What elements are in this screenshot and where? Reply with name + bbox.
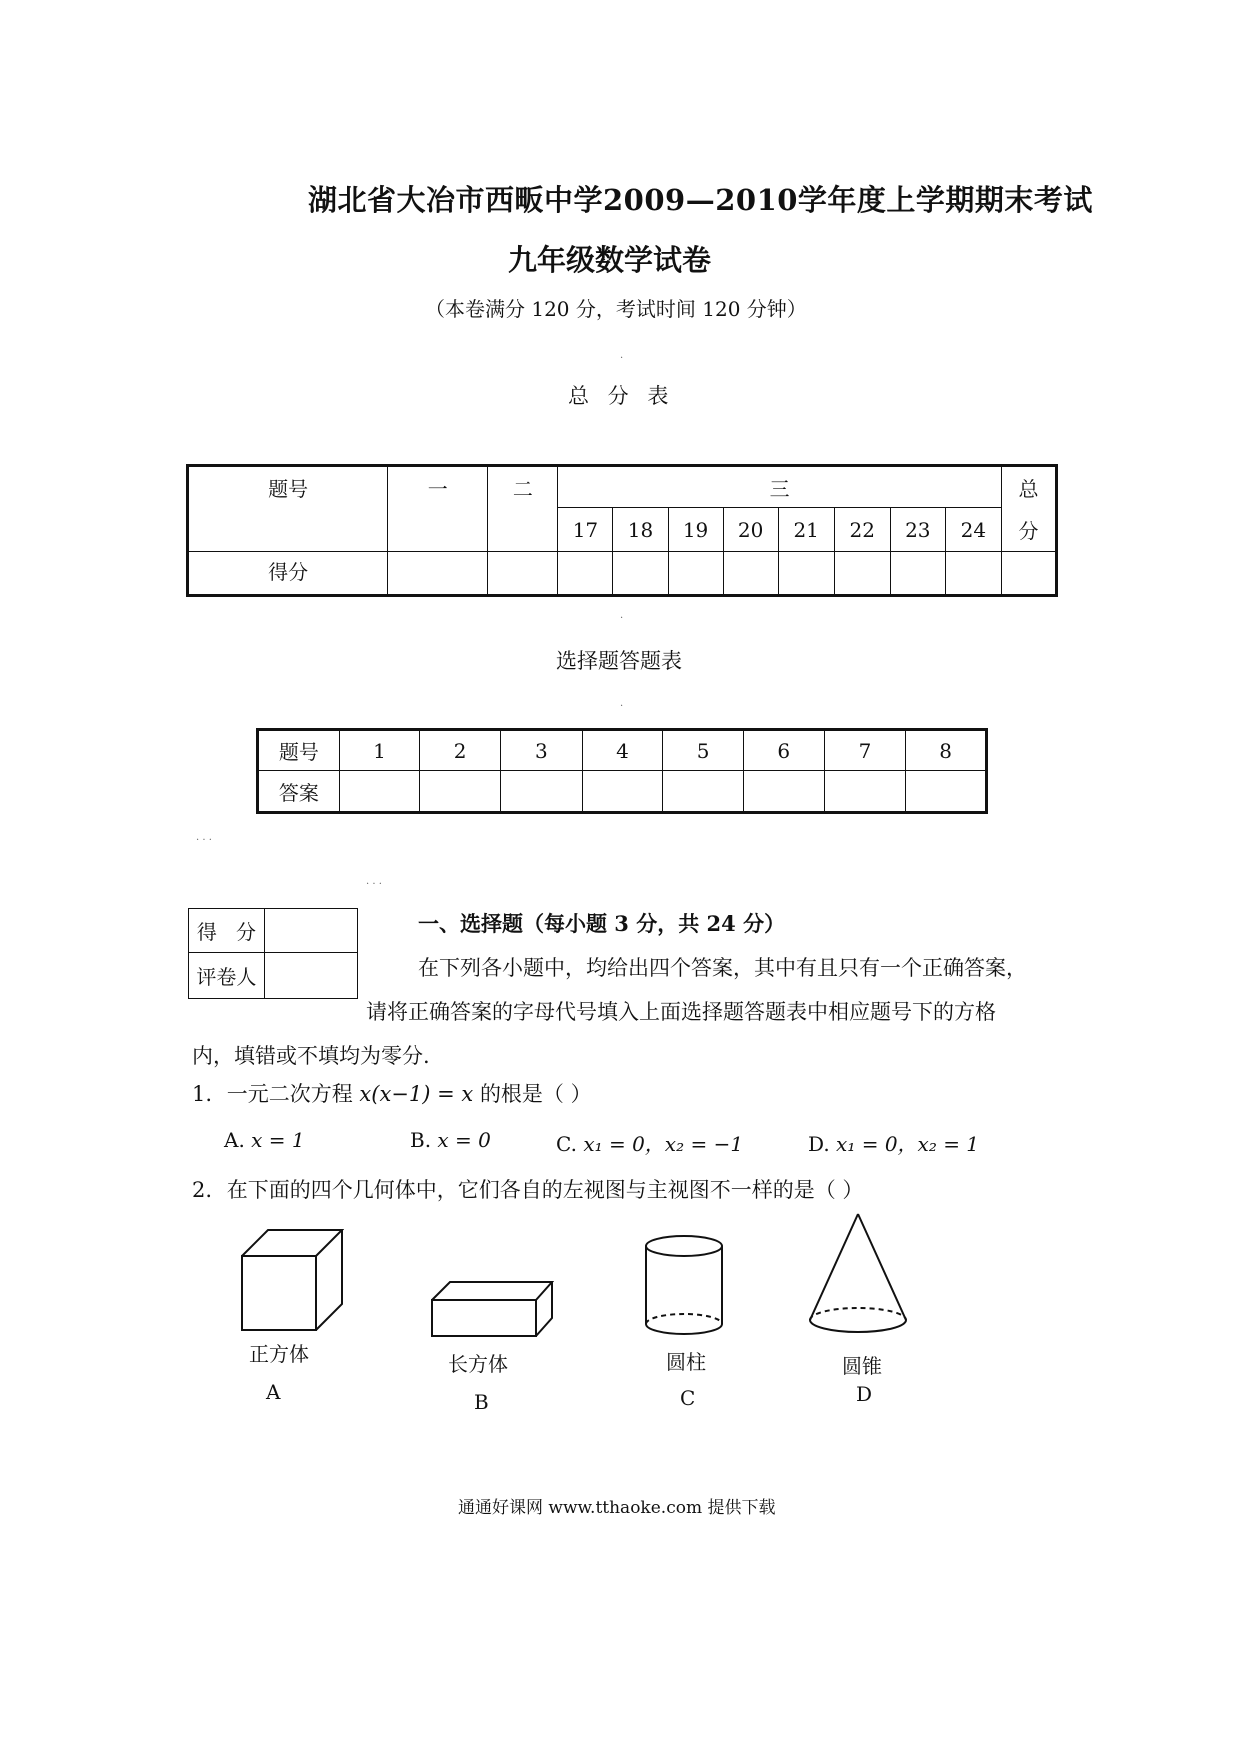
section1-intro-line1: 在下列各小题中，均给出四个答案，其中有且只有一个正确答案，	[418, 956, 1027, 980]
option-letter: D.	[808, 1132, 830, 1156]
question-number: 1.	[192, 1082, 213, 1106]
option-letter: A.	[224, 1128, 245, 1152]
score-cell[interactable]	[668, 552, 723, 596]
figure-label: 长方体	[448, 1352, 508, 1376]
score-cell[interactable]	[1001, 552, 1056, 596]
score-cell[interactable]	[488, 552, 558, 596]
figure-label: 正方体	[249, 1342, 309, 1366]
score-cell[interactable]	[890, 552, 945, 596]
summary-subcol: 24	[945, 508, 1001, 552]
separator-dot: .	[620, 698, 624, 709]
question-text: 一元二次方程	[226, 1082, 353, 1106]
option-text: x = 1	[251, 1128, 305, 1152]
answer-table	[256, 728, 988, 814]
summary-score-label: 得分	[188, 552, 388, 596]
option-text: x = 0	[437, 1128, 491, 1152]
page-footer: 通通好课网 www.tthaoke.com 提供下载	[458, 1498, 776, 1518]
answer-cell[interactable]	[501, 771, 583, 813]
question-text-post: 的根是（ ）	[479, 1082, 592, 1106]
answer-col: 2	[420, 730, 501, 771]
answer-cell[interactable]	[339, 771, 420, 813]
answer-cell[interactable]	[906, 771, 987, 813]
separator-dots: . . .	[196, 832, 212, 843]
grader-box	[188, 908, 358, 999]
summary-subcol: 19	[668, 508, 723, 552]
separator-dots: . . .	[366, 876, 382, 887]
grader-name-cell[interactable]	[264, 953, 357, 999]
option-text: x₁ = 0，x₂ = 1	[836, 1132, 980, 1156]
separator-dot: .	[620, 610, 624, 621]
section1-intro-line3: 内，填错或不填均为零分.	[192, 1044, 430, 1068]
answer-col: 6	[743, 730, 824, 771]
question-2	[192, 1174, 863, 1204]
option-c[interactable]	[556, 1128, 743, 1157]
answer-cell[interactable]	[582, 771, 663, 813]
question-number: 2.	[192, 1178, 213, 1202]
separator-dot: .	[620, 350, 624, 361]
summary-subcol: 22	[834, 508, 890, 552]
question-1	[192, 1078, 592, 1108]
summary-table-title: 总 分 表	[568, 384, 675, 408]
exam-title: 湖北省大冶市西畈中学2009—2010学年度上学期期末考试	[308, 183, 1093, 217]
score-cell[interactable]	[945, 552, 1001, 596]
score-cell[interactable]	[558, 552, 613, 596]
answer-col: 4	[582, 730, 663, 771]
section1-heading: 一、选择题（每小题 3 分，共 24 分）	[418, 911, 786, 936]
figure-letter: B	[474, 1390, 489, 1414]
option-a[interactable]	[224, 1128, 305, 1152]
summary-question-label: 题号	[188, 466, 388, 552]
cone-figure	[806, 1212, 910, 1342]
summary-col-three: 三	[558, 466, 1002, 508]
answer-cell[interactable]	[824, 771, 906, 813]
summary-subcol: 23	[890, 508, 945, 552]
answer-cell[interactable]	[663, 771, 744, 813]
section1-intro-line2: 请将正确答案的字母代号填入上面选择题答题表中相应题号下的方格	[366, 1000, 996, 1024]
figure-letter: C	[680, 1386, 696, 1410]
figure-letter: D	[856, 1382, 873, 1406]
answer-col: 3	[501, 730, 583, 771]
figure-letter: A	[266, 1380, 281, 1404]
summary-subcol: 21	[778, 508, 834, 552]
score-cell[interactable]	[388, 552, 488, 596]
grader-score-label: 得 分	[189, 909, 265, 953]
grader-score-cell[interactable]	[264, 909, 357, 953]
cube-figure	[240, 1228, 344, 1336]
exam-note: （本卷满分 120 分，考试时间 120 分钟）	[425, 297, 807, 321]
summary-col-total-bottom: 分	[1001, 508, 1056, 552]
summary-col-one: 一	[388, 466, 488, 552]
score-cell[interactable]	[723, 552, 778, 596]
answer-col: 1	[339, 730, 420, 771]
option-text: x₁ = 0，x₂ = −1	[583, 1132, 744, 1156]
score-cell[interactable]	[778, 552, 834, 596]
figure-label: 圆锥	[842, 1354, 882, 1378]
answer-col: 7	[824, 730, 906, 771]
question-text: 在下面的四个几何体中，它们各自的左视图与主视图不一样的是（ ）	[226, 1178, 864, 1202]
summary-col-total-top: 总	[1001, 466, 1056, 508]
answer-cell[interactable]	[743, 771, 824, 813]
option-d[interactable]	[808, 1128, 979, 1157]
answer-question-label: 题号	[258, 730, 340, 771]
score-cell[interactable]	[613, 552, 668, 596]
answer-col: 8	[906, 730, 987, 771]
summary-subcol: 17	[558, 508, 613, 552]
score-cell[interactable]	[834, 552, 890, 596]
summary-subcol: 20	[723, 508, 778, 552]
option-letter: B.	[410, 1128, 432, 1152]
option-letter: C.	[556, 1132, 577, 1156]
option-b[interactable]	[410, 1128, 491, 1152]
answer-col: 5	[663, 730, 744, 771]
answer-row-label: 答案	[258, 771, 340, 813]
summary-table	[186, 464, 1058, 597]
figure-label: 圆柱	[666, 1350, 706, 1374]
answer-table-title: 选择题答题表	[556, 649, 682, 673]
cuboid-figure	[430, 1280, 554, 1338]
summary-col-two: 二	[488, 466, 558, 552]
question-formula: x(x−1) = x	[359, 1082, 474, 1106]
answer-cell[interactable]	[420, 771, 501, 813]
summary-subcol: 18	[613, 508, 668, 552]
exam-subtitle: 九年级数学试卷	[508, 243, 712, 277]
grader-name-label: 评卷人	[189, 953, 265, 999]
cylinder-figure	[642, 1234, 726, 1338]
